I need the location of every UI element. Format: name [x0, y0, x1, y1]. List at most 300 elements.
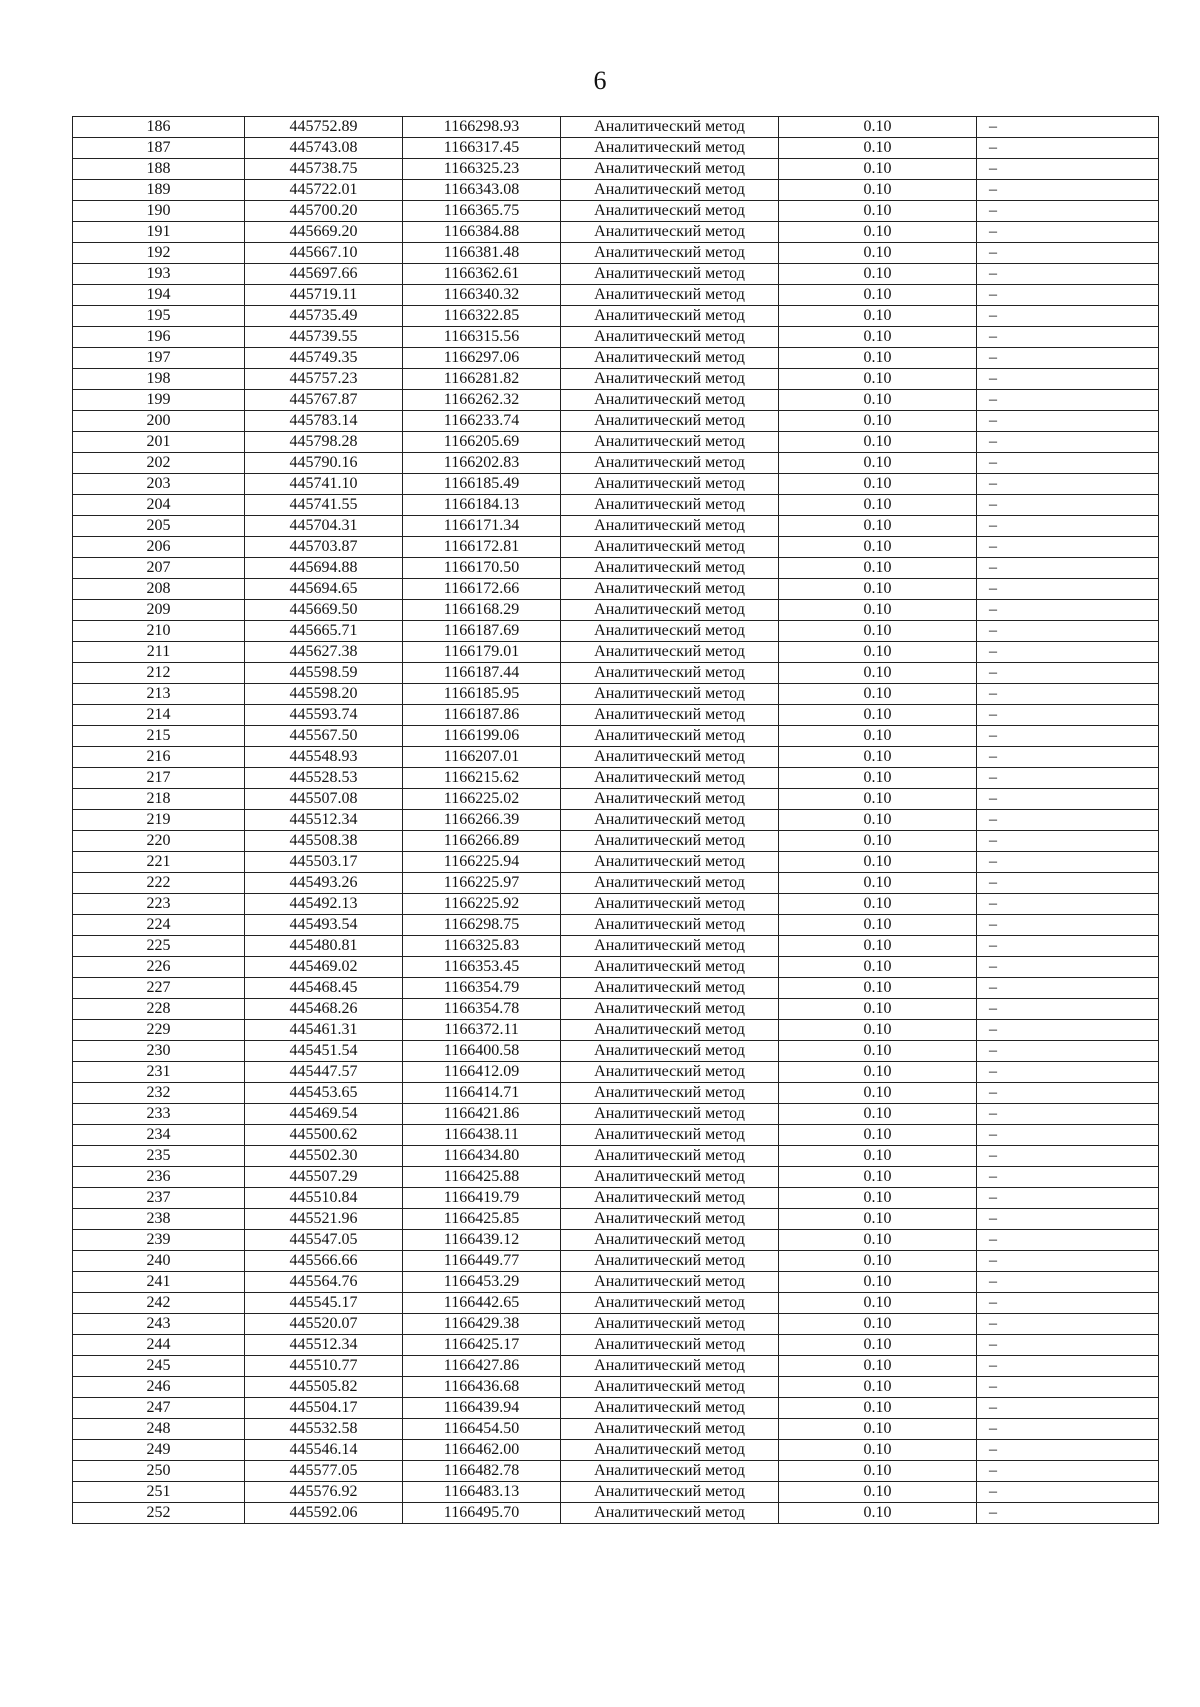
- table-row: [73, 432, 1159, 453]
- point-number-cell: 236: [73, 1167, 245, 1188]
- point-number-cell: 226: [73, 957, 245, 978]
- method-cell: Аналитический метод: [561, 516, 779, 537]
- y-coordinate-cell: 1166462.00: [403, 1440, 561, 1461]
- x-coordinate-cell: 445505.82: [245, 1377, 403, 1398]
- method-cell: Аналитический метод: [561, 642, 779, 663]
- method-cell: Аналитический метод: [561, 222, 779, 243]
- table-row: [73, 1461, 1159, 1482]
- x-coordinate-cell: 445566.66: [245, 1251, 403, 1272]
- method-cell: Аналитический метод: [561, 621, 779, 642]
- point-number-cell: 250: [73, 1461, 245, 1482]
- method-cell: Аналитический метод: [561, 306, 779, 327]
- point-number-cell: 221: [73, 852, 245, 873]
- point-number-cell: 209: [73, 600, 245, 621]
- page-number: 6: [593, 66, 607, 95]
- point-number-cell: 249: [73, 1440, 245, 1461]
- note-cell: –: [977, 327, 1159, 348]
- accuracy-cell: 0.10: [779, 138, 977, 159]
- accuracy-cell: 0.10: [779, 369, 977, 390]
- y-coordinate-cell: 1166362.61: [403, 264, 561, 285]
- y-coordinate-cell: 1166179.01: [403, 642, 561, 663]
- table-row: [73, 768, 1159, 789]
- method-cell: Аналитический метод: [561, 1440, 779, 1461]
- point-number-cell: 231: [73, 1062, 245, 1083]
- x-coordinate-cell: 445741.10: [245, 474, 403, 495]
- y-coordinate-cell: 1166421.86: [403, 1104, 561, 1125]
- x-coordinate-cell: 445493.54: [245, 915, 403, 936]
- x-coordinate-cell: 445735.49: [245, 306, 403, 327]
- coordinates-table-body: [73, 117, 1159, 1524]
- method-cell: Аналитический метод: [561, 579, 779, 600]
- y-coordinate-cell: 1166354.78: [403, 999, 561, 1020]
- y-coordinate-cell: 1166419.79: [403, 1188, 561, 1209]
- x-coordinate-cell: 445507.08: [245, 789, 403, 810]
- y-coordinate-cell: 1166436.68: [403, 1377, 561, 1398]
- x-coordinate-cell: 445598.20: [245, 684, 403, 705]
- method-cell: Аналитический метод: [561, 1503, 779, 1524]
- note-cell: –: [977, 180, 1159, 201]
- point-number-cell: 240: [73, 1251, 245, 1272]
- note-cell: –: [977, 1083, 1159, 1104]
- note-cell: –: [977, 411, 1159, 432]
- y-coordinate-cell: 1166215.62: [403, 768, 561, 789]
- accuracy-cell: 0.10: [779, 978, 977, 999]
- table-row: [73, 180, 1159, 201]
- x-coordinate-cell: 445545.17: [245, 1293, 403, 1314]
- note-cell: –: [977, 978, 1159, 999]
- method-cell: Аналитический метод: [561, 1020, 779, 1041]
- note-cell: –: [977, 516, 1159, 537]
- method-cell: Аналитический метод: [561, 411, 779, 432]
- note-cell: –: [977, 726, 1159, 747]
- accuracy-cell: 0.10: [779, 243, 977, 264]
- accuracy-cell: 0.10: [779, 1461, 977, 1482]
- y-coordinate-cell: 1166187.69: [403, 621, 561, 642]
- y-coordinate-cell: 1166317.45: [403, 138, 561, 159]
- y-coordinate-cell: 1166427.86: [403, 1356, 561, 1377]
- accuracy-cell: 0.10: [779, 1272, 977, 1293]
- y-coordinate-cell: 1166425.88: [403, 1167, 561, 1188]
- y-coordinate-cell: 1166185.95: [403, 684, 561, 705]
- accuracy-cell: 0.10: [779, 117, 977, 138]
- note-cell: –: [977, 1146, 1159, 1167]
- point-number-cell: 192: [73, 243, 245, 264]
- x-coordinate-cell: 445567.50: [245, 726, 403, 747]
- x-coordinate-cell: 445598.59: [245, 663, 403, 684]
- point-number-cell: 243: [73, 1314, 245, 1335]
- method-cell: Аналитический метод: [561, 684, 779, 705]
- note-cell: –: [977, 201, 1159, 222]
- method-cell: Аналитический метод: [561, 726, 779, 747]
- point-number-cell: 241: [73, 1272, 245, 1293]
- point-number-cell: 230: [73, 1041, 245, 1062]
- note-cell: –: [977, 1125, 1159, 1146]
- method-cell: Аналитический метод: [561, 537, 779, 558]
- accuracy-cell: 0.10: [779, 915, 977, 936]
- table-row: [73, 663, 1159, 684]
- method-cell: Аналитический метод: [561, 1272, 779, 1293]
- accuracy-cell: 0.10: [779, 957, 977, 978]
- x-coordinate-cell: 445694.88: [245, 558, 403, 579]
- method-cell: Аналитический метод: [561, 180, 779, 201]
- y-coordinate-cell: 1166340.32: [403, 285, 561, 306]
- y-coordinate-cell: 1166414.71: [403, 1083, 561, 1104]
- accuracy-cell: 0.10: [779, 1104, 977, 1125]
- point-number-cell: 225: [73, 936, 245, 957]
- table-row: [73, 516, 1159, 537]
- note-cell: –: [977, 1041, 1159, 1062]
- method-cell: Аналитический метод: [561, 1356, 779, 1377]
- y-coordinate-cell: 1166453.29: [403, 1272, 561, 1293]
- y-coordinate-cell: 1166297.06: [403, 348, 561, 369]
- point-number-cell: 235: [73, 1146, 245, 1167]
- x-coordinate-cell: 445510.77: [245, 1356, 403, 1377]
- y-coordinate-cell: 1166298.75: [403, 915, 561, 936]
- y-coordinate-cell: 1166483.13: [403, 1482, 561, 1503]
- accuracy-cell: 0.10: [779, 1146, 977, 1167]
- accuracy-cell: 0.10: [779, 474, 977, 495]
- x-coordinate-cell: 445697.66: [245, 264, 403, 285]
- table-row: [73, 1083, 1159, 1104]
- method-cell: Аналитический метод: [561, 894, 779, 915]
- accuracy-cell: 0.10: [779, 1314, 977, 1335]
- table-row: [73, 873, 1159, 894]
- point-number-cell: 234: [73, 1125, 245, 1146]
- note-cell: –: [977, 369, 1159, 390]
- point-number-cell: 206: [73, 537, 245, 558]
- accuracy-cell: 0.10: [779, 1482, 977, 1503]
- accuracy-cell: 0.10: [779, 201, 977, 222]
- accuracy-cell: 0.10: [779, 432, 977, 453]
- table-row: [73, 1209, 1159, 1230]
- point-number-cell: 242: [73, 1293, 245, 1314]
- table-row: [73, 726, 1159, 747]
- note-cell: –: [977, 222, 1159, 243]
- note-cell: –: [977, 138, 1159, 159]
- x-coordinate-cell: 445493.26: [245, 873, 403, 894]
- accuracy-cell: 0.10: [779, 1293, 977, 1314]
- method-cell: Аналитический метод: [561, 978, 779, 999]
- table-row: [73, 1335, 1159, 1356]
- x-coordinate-cell: 445564.76: [245, 1272, 403, 1293]
- y-coordinate-cell: 1166207.01: [403, 747, 561, 768]
- point-number-cell: 212: [73, 663, 245, 684]
- y-coordinate-cell: 1166354.79: [403, 978, 561, 999]
- point-number-cell: 217: [73, 768, 245, 789]
- note-cell: –: [977, 1293, 1159, 1314]
- point-number-cell: 238: [73, 1209, 245, 1230]
- point-number-cell: 248: [73, 1419, 245, 1440]
- note-cell: –: [977, 894, 1159, 915]
- method-cell: Аналитический метод: [561, 558, 779, 579]
- x-coordinate-cell: 445592.06: [245, 1503, 403, 1524]
- accuracy-cell: 0.10: [779, 1230, 977, 1251]
- x-coordinate-cell: 445510.84: [245, 1188, 403, 1209]
- x-coordinate-cell: 445667.10: [245, 243, 403, 264]
- point-number-cell: 227: [73, 978, 245, 999]
- accuracy-cell: 0.10: [779, 642, 977, 663]
- table-row: [73, 1125, 1159, 1146]
- y-coordinate-cell: 1166442.65: [403, 1293, 561, 1314]
- method-cell: Аналитический метод: [561, 159, 779, 180]
- method-cell: Аналитический метод: [561, 285, 779, 306]
- method-cell: Аналитический метод: [561, 747, 779, 768]
- point-number-cell: 202: [73, 453, 245, 474]
- y-coordinate-cell: 1166199.06: [403, 726, 561, 747]
- table-row: [73, 684, 1159, 705]
- coordinates-table: [72, 116, 1159, 1524]
- y-coordinate-cell: 1166400.58: [403, 1041, 561, 1062]
- x-coordinate-cell: 445798.28: [245, 432, 403, 453]
- x-coordinate-cell: 445669.50: [245, 600, 403, 621]
- method-cell: Аналитический метод: [561, 1398, 779, 1419]
- accuracy-cell: 0.10: [779, 180, 977, 201]
- note-cell: –: [977, 936, 1159, 957]
- table-row: [73, 1440, 1159, 1461]
- x-coordinate-cell: 445576.92: [245, 1482, 403, 1503]
- y-coordinate-cell: 1166384.88: [403, 222, 561, 243]
- point-number-cell: 189: [73, 180, 245, 201]
- y-coordinate-cell: 1166434.80: [403, 1146, 561, 1167]
- accuracy-cell: 0.10: [779, 768, 977, 789]
- note-cell: –: [977, 999, 1159, 1020]
- method-cell: Аналитический метод: [561, 1461, 779, 1482]
- x-coordinate-cell: 445738.75: [245, 159, 403, 180]
- point-number-cell: 186: [73, 117, 245, 138]
- point-number-cell: 201: [73, 432, 245, 453]
- table-row: [73, 264, 1159, 285]
- note-cell: –: [977, 642, 1159, 663]
- accuracy-cell: 0.10: [779, 1167, 977, 1188]
- note-cell: –: [977, 537, 1159, 558]
- table-row: [73, 1062, 1159, 1083]
- accuracy-cell: 0.10: [779, 579, 977, 600]
- accuracy-cell: 0.10: [779, 1251, 977, 1272]
- method-cell: Аналитический метод: [561, 264, 779, 285]
- table-row: [73, 894, 1159, 915]
- point-number-cell: 211: [73, 642, 245, 663]
- accuracy-cell: 0.10: [779, 1377, 977, 1398]
- table-row: [73, 579, 1159, 600]
- table-row: [73, 1356, 1159, 1377]
- y-coordinate-cell: 1166233.74: [403, 411, 561, 432]
- y-coordinate-cell: 1166172.81: [403, 537, 561, 558]
- y-coordinate-cell: 1166170.50: [403, 558, 561, 579]
- y-coordinate-cell: 1166495.70: [403, 1503, 561, 1524]
- accuracy-cell: 0.10: [779, 222, 977, 243]
- y-coordinate-cell: 1166266.39: [403, 810, 561, 831]
- note-cell: –: [977, 264, 1159, 285]
- point-number-cell: 251: [73, 1482, 245, 1503]
- table-row: [73, 1482, 1159, 1503]
- method-cell: Аналитический метод: [561, 1230, 779, 1251]
- note-cell: –: [977, 306, 1159, 327]
- note-cell: –: [977, 1020, 1159, 1041]
- table-row: [73, 138, 1159, 159]
- accuracy-cell: 0.10: [779, 1020, 977, 1041]
- method-cell: Аналитический метод: [561, 1335, 779, 1356]
- point-number-cell: 205: [73, 516, 245, 537]
- point-number-cell: 220: [73, 831, 245, 852]
- table-row: [73, 1020, 1159, 1041]
- table-row: [73, 1230, 1159, 1251]
- table-row: [73, 495, 1159, 516]
- accuracy-cell: 0.10: [779, 390, 977, 411]
- accuracy-cell: 0.10: [779, 873, 977, 894]
- accuracy-cell: 0.10: [779, 306, 977, 327]
- note-cell: –: [977, 453, 1159, 474]
- table-row: [73, 306, 1159, 327]
- note-cell: –: [977, 1482, 1159, 1503]
- method-cell: Аналитический метод: [561, 327, 779, 348]
- table-row: [73, 1314, 1159, 1335]
- y-coordinate-cell: 1166168.29: [403, 600, 561, 621]
- y-coordinate-cell: 1166225.02: [403, 789, 561, 810]
- note-cell: –: [977, 600, 1159, 621]
- y-coordinate-cell: 1166449.77: [403, 1251, 561, 1272]
- point-number-cell: 193: [73, 264, 245, 285]
- method-cell: Аналитический метод: [561, 831, 779, 852]
- method-cell: Аналитический метод: [561, 390, 779, 411]
- y-coordinate-cell: 1166266.89: [403, 831, 561, 852]
- table-row: [73, 369, 1159, 390]
- x-coordinate-cell: 445741.55: [245, 495, 403, 516]
- x-coordinate-cell: 445752.89: [245, 117, 403, 138]
- point-number-cell: 224: [73, 915, 245, 936]
- y-coordinate-cell: 1166262.32: [403, 390, 561, 411]
- note-cell: –: [977, 1209, 1159, 1230]
- point-number-cell: 229: [73, 1020, 245, 1041]
- x-coordinate-cell: 445743.08: [245, 138, 403, 159]
- note-cell: –: [977, 348, 1159, 369]
- table-row: [73, 957, 1159, 978]
- method-cell: Аналитический метод: [561, 663, 779, 684]
- table-row: [73, 1293, 1159, 1314]
- x-coordinate-cell: 445757.23: [245, 369, 403, 390]
- y-coordinate-cell: 1166439.12: [403, 1230, 561, 1251]
- table-row: [73, 1272, 1159, 1293]
- table-row: [73, 831, 1159, 852]
- y-coordinate-cell: 1166353.45: [403, 957, 561, 978]
- accuracy-cell: 0.10: [779, 516, 977, 537]
- accuracy-cell: 0.10: [779, 663, 977, 684]
- x-coordinate-cell: 445492.13: [245, 894, 403, 915]
- note-cell: –: [977, 915, 1159, 936]
- table-row: [73, 411, 1159, 432]
- table-row: [73, 1104, 1159, 1125]
- method-cell: Аналитический метод: [561, 1209, 779, 1230]
- note-cell: –: [977, 474, 1159, 495]
- point-number-cell: 194: [73, 285, 245, 306]
- accuracy-cell: 0.10: [779, 1062, 977, 1083]
- x-coordinate-cell: 445700.20: [245, 201, 403, 222]
- accuracy-cell: 0.10: [779, 1503, 977, 1524]
- table-row: [73, 1398, 1159, 1419]
- table-row: [73, 642, 1159, 663]
- note-cell: –: [977, 1272, 1159, 1293]
- table-row: [73, 999, 1159, 1020]
- x-coordinate-cell: 445520.07: [245, 1314, 403, 1335]
- y-coordinate-cell: 1166365.75: [403, 201, 561, 222]
- y-coordinate-cell: 1166482.78: [403, 1461, 561, 1482]
- point-number-cell: 214: [73, 705, 245, 726]
- method-cell: Аналитический метод: [561, 1062, 779, 1083]
- note-cell: –: [977, 1440, 1159, 1461]
- x-coordinate-cell: 445500.62: [245, 1125, 403, 1146]
- y-coordinate-cell: 1166225.94: [403, 852, 561, 873]
- x-coordinate-cell: 445790.16: [245, 453, 403, 474]
- note-cell: –: [977, 1230, 1159, 1251]
- table-row: [73, 348, 1159, 369]
- point-number-cell: 222: [73, 873, 245, 894]
- table-row: [73, 558, 1159, 579]
- method-cell: Аналитический метод: [561, 243, 779, 264]
- note-cell: –: [977, 117, 1159, 138]
- x-coordinate-cell: 445503.17: [245, 852, 403, 873]
- method-cell: Аналитический метод: [561, 117, 779, 138]
- note-cell: –: [977, 159, 1159, 180]
- note-cell: –: [977, 747, 1159, 768]
- table-row: [73, 1377, 1159, 1398]
- note-cell: –: [977, 390, 1159, 411]
- table-row: [73, 537, 1159, 558]
- method-cell: Аналитический метод: [561, 1251, 779, 1272]
- note-cell: –: [977, 579, 1159, 600]
- x-coordinate-cell: 445547.05: [245, 1230, 403, 1251]
- point-number-cell: 195: [73, 306, 245, 327]
- accuracy-cell: 0.10: [779, 1083, 977, 1104]
- accuracy-cell: 0.10: [779, 285, 977, 306]
- y-coordinate-cell: 1166425.85: [403, 1209, 561, 1230]
- y-coordinate-cell: 1166372.11: [403, 1020, 561, 1041]
- method-cell: Аналитический метод: [561, 1167, 779, 1188]
- method-cell: Аналитический метод: [561, 999, 779, 1020]
- accuracy-cell: 0.10: [779, 621, 977, 642]
- note-cell: –: [977, 1356, 1159, 1377]
- method-cell: Аналитический метод: [561, 1083, 779, 1104]
- y-coordinate-cell: 1166172.66: [403, 579, 561, 600]
- y-coordinate-cell: 1166205.69: [403, 432, 561, 453]
- method-cell: Аналитический метод: [561, 453, 779, 474]
- point-number-cell: 208: [73, 579, 245, 600]
- method-cell: Аналитический метод: [561, 495, 779, 516]
- method-cell: Аналитический метод: [561, 915, 779, 936]
- table-row: [73, 117, 1159, 138]
- table-row: [73, 1419, 1159, 1440]
- table-row: [73, 1503, 1159, 1524]
- method-cell: Аналитический метод: [561, 348, 779, 369]
- method-cell: Аналитический метод: [561, 474, 779, 495]
- note-cell: –: [977, 1251, 1159, 1272]
- point-number-cell: 198: [73, 369, 245, 390]
- table-row: [73, 1167, 1159, 1188]
- table-row: [73, 1251, 1159, 1272]
- point-number-cell: 215: [73, 726, 245, 747]
- x-coordinate-cell: 445468.45: [245, 978, 403, 999]
- note-cell: –: [977, 852, 1159, 873]
- x-coordinate-cell: 445508.38: [245, 831, 403, 852]
- note-cell: –: [977, 285, 1159, 306]
- y-coordinate-cell: 1166438.11: [403, 1125, 561, 1146]
- table-row: [73, 1041, 1159, 1062]
- note-cell: –: [977, 1419, 1159, 1440]
- method-cell: Аналитический метод: [561, 1188, 779, 1209]
- accuracy-cell: 0.10: [779, 495, 977, 516]
- table-row: [73, 915, 1159, 936]
- accuracy-cell: 0.10: [779, 1125, 977, 1146]
- method-cell: Аналитический метод: [561, 1041, 779, 1062]
- accuracy-cell: 0.10: [779, 999, 977, 1020]
